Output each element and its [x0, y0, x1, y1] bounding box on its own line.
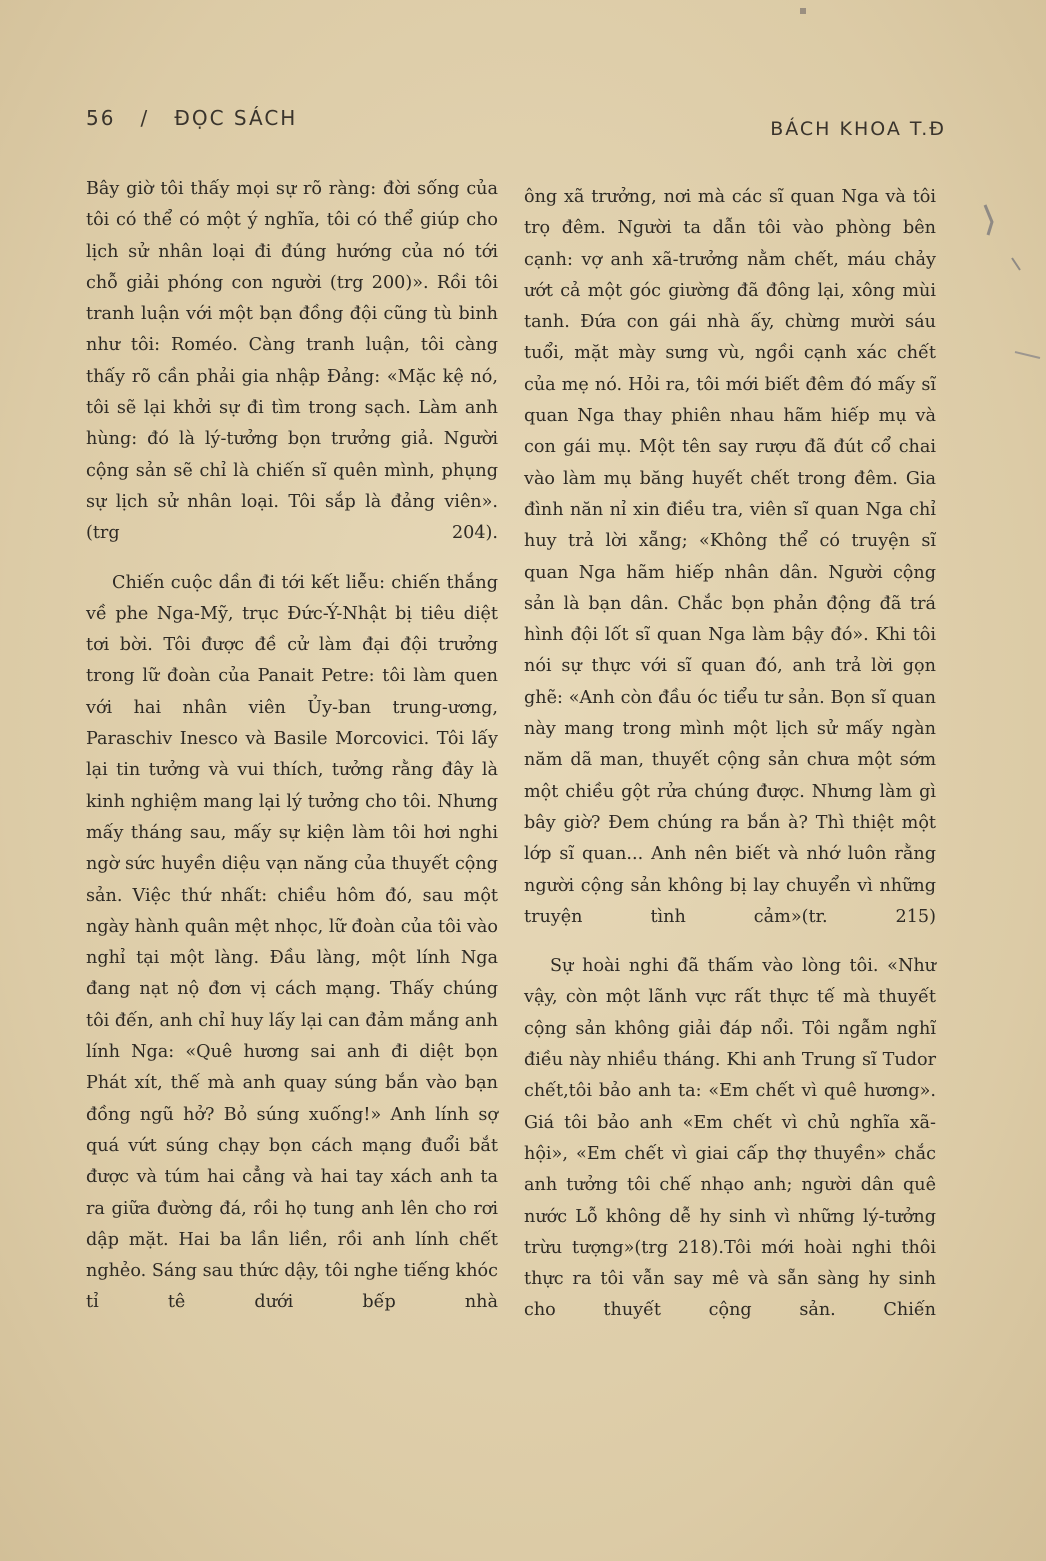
blemish-mark — [1012, 258, 1020, 270]
right-column — [524, 182, 936, 1327]
page-number: 56 — [86, 106, 116, 130]
left-paragraph-2: Chiến cuộc dần đi tới kết liễu: chiến thắng về phe Nga-Mỹ, trục Đức-Ý-Nhật bị tiêu diệt tơi bời. Tôi được đề cử làm đại đội trưởng trong lữ đoàn của Panait Petre: tôi làm quen với hai nhân viên Ủy-ban trung-ương, Paraschiv Inesco và Basile Morcovici. Tôi lấy lại tin tưởng và vui thích, tưởng rằng đây là kinh nghiệm mang lại lý tưởng cho tôi. Nhưng mấy tháng sau, mấy sự kiện làm tôi hơi nghi ngờ sức huyền diệu vạn năng của thuyết cộng sản. Việc thứ nhất: chiều hôm đó, sau một ngày hành quân mệt nhọc, lữ đoàn của tôi vào nghỉ tại một làng. Đầu làng, một lính Nga đang nạt nộ đơn vị cách mạng. Thấy chúng tôi đến, anh chỉ huy lấy lại can đảm mắng anh lính Nga: «Quê hương sai anh đi diệt bọn Phát xít, thế mà anh quay súng bắn vào bạn đồng ngũ hở? Bỏ súng xuống!» Anh lính sợ quá vứt súng chạy bọn cách mạng đuổi bắt được và túm hai cẳng và hai tay xách anh ta ra giữa đường đá, rồi họ tung anh lên cho rơi dập mặt. Hai ba lần liền, rồi anh lính chết nghẻo. Sáng sau thức dậy, tôi nghe tiếng khóc tỉ tê dưới bếp nhà — [86, 572, 498, 1313]
left-column — [86, 174, 498, 1319]
blemish-mark — [1015, 352, 1040, 358]
left-paragraph-1: Bây giờ tôi thấy mọi sự rõ ràng: đời sống của tôi có thể có một ý nghĩa, tôi có thể giúp cho lịch sử nhân loại đi đúng hướng của nó tới chỗ giải phóng con người (trg 200)». Rồi tôi tranh luận với một bạn đồng đội cũng tù binh như tôi: Roméo. Càng tranh luận, tôi càng thấy rõ cần phải gia nhập Đảng: «Mặc kệ nó, tôi sẽ lại khởi sự đi tìm trong sạch. Làm anh hùng: đó là lý-tưởng bọn trưởng giả. Người cộng sản sẽ chỉ là chiến sĩ quên mình, phụng sự lịch sử nhân loại. Tôi sắp là đảng viên». (trg 204). — [86, 179, 498, 544]
blemish-mark — [800, 8, 806, 14]
header-left — [86, 106, 297, 130]
publication-title: BÁCH KHOA T.Đ — [770, 118, 946, 140]
right-paragraph-1: ông xã trưởng, nơi mà các sĩ quan Nga và tôi trọ đêm. Người ta dẫn tôi vào phòng bên cạnh: vợ anh xã-trưởng nằm chết, máu chảy ướt cả một góc giường đã đông lại, xông mùi tanh. Đứa con gái nhà ấy, chừng mười sáu tuổi, mặt mày sưng vù, ngồi cạnh xác chết của mẹ nó. Hỏi ra, tôi mới biết đêm đó mấy sĩ quan Nga thay phiên nhau hãm hiếp mụ và con gái mụ. Một tên say rượu đã đút cổ chai vào làm mụ băng huyết chết trong đêm. Gia đình năn nỉ xin điều tra, viên sĩ quan Nga chỉ huy trả lời xẵng; «Không thể có truyện sĩ quan Nga hãm hiếp nhân dân. Người cộng sản là bạn dân. Chắc bọn phản động đã trá hình đội lốt sĩ quan Nga làm bậy đó». Khi tôi nói sự thực với sĩ quan đó, anh trả lời gọn ghẽ: «Anh còn đầu óc tiểu tư sản. Bọn sĩ quan này mang trong mình một lịch sử mấy ngàn năm dã man, thuyết cộng sản chưa một sớm một chiều gột rửa chúng được. Nhưng làm gì bây giờ? Đem chúng ra bắn à? Thì thiệt một lớp sĩ quan... Anh nên biết và nhớ luôn rằng người cộng sản không bị lay chuyển vì những truyện tình cảm»(tr. 215) — [524, 187, 936, 927]
running-header — [86, 106, 946, 146]
blemish-mark — [985, 205, 992, 235]
right-paragraph-2: Sự hoài nghi đã thấm vào lòng tôi. «Như vậy, còn một lãnh vực rất thực tế mà thuyết cộng sản không giải đáp nổi. Tôi ngẫm nghĩ điều này nhiều tháng. Khi anh Trung sĩ Tudor chết,tôi bảo anh ta: «Em chết vì quê hương». Giá tôi bảo anh «Em chết vì chủ nghĩa xã-hội», «Em chết vì giai cấp thợ thuyền» chắc anh tưởng tôi chế nhạo anh; người dân quê nước Lỗ không dễ hy sinh vì những lý-tưởng trừu tượng»(trg 218).Tôi mới hoài nghi thôi thực ra tôi vẫn say mê và sẵn sàng hy sinh cho thuyết cộng sản. Chiến — [524, 956, 936, 1321]
section-title: ĐỌC SÁCH — [174, 106, 298, 130]
header-separator: / — [140, 106, 150, 130]
